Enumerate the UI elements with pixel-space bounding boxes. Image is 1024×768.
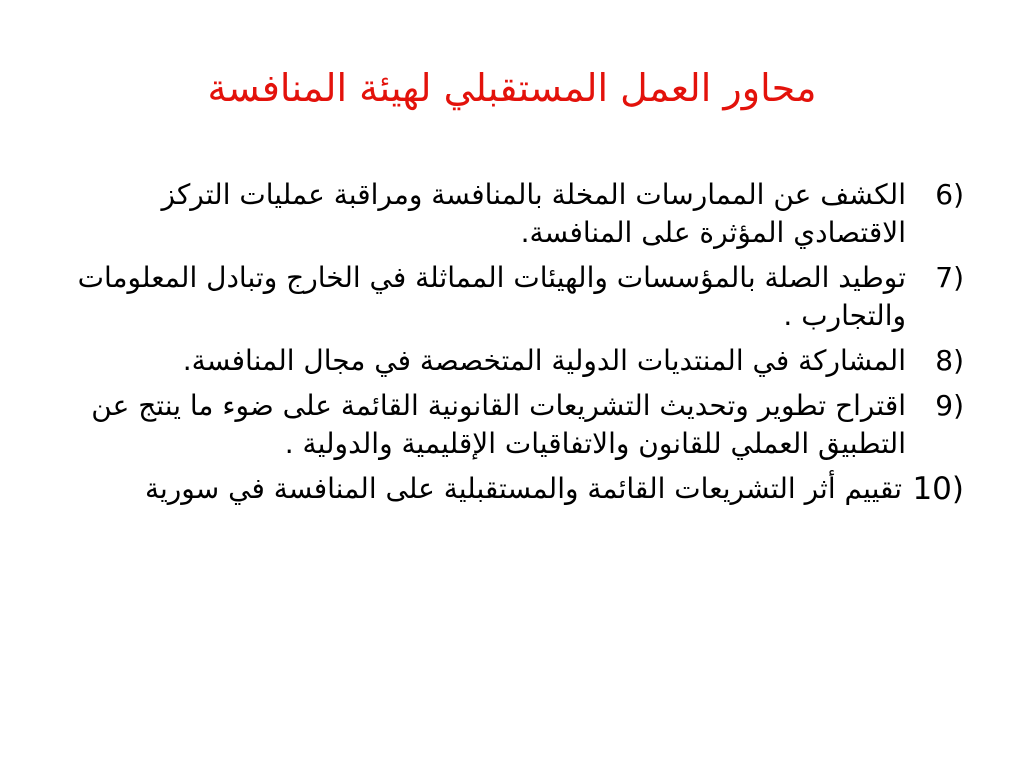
list-item-9 xyxy=(70,387,964,463)
item-number: 7) xyxy=(935,261,964,294)
list-item-8 xyxy=(70,342,964,380)
item-text: توطيد الصلة بالمؤسسات والهيئات المماثلة في الخارج وتبادل المعلومات والتجارب . xyxy=(77,261,906,332)
slide-title: محاور العمل المستقبلي لهيئة المنافسة xyxy=(207,66,817,110)
item-number: 10) xyxy=(912,471,964,507)
item-text: تقييم أثر التشريعات القائمة والمستقبلية على المنافسة في سورية xyxy=(144,472,902,505)
list-item-7 xyxy=(70,259,964,335)
item-text: الكشف عن الممارسات المخلة بالمنافسة ومراقبة عمليات التركز الاقتصادي المؤثرة على المنافسة. xyxy=(161,178,906,249)
item-number: 8) xyxy=(935,344,964,377)
item-text: المشاركة في المنتديات الدولية المتخصصة في مجال المنافسة. xyxy=(182,344,906,377)
item-text: اقتراح تطوير وتحديث التشريعات القانونية القائمة على ضوء ما ينتج عن التطبيق العملي للقانون والاتفاقيات الإقليمية والدولية . xyxy=(91,389,906,460)
items-list xyxy=(70,176,964,515)
list-item-6 xyxy=(70,176,964,252)
item-number: 9) xyxy=(935,389,964,422)
item-number: 6) xyxy=(935,178,964,211)
list-item-10 xyxy=(70,470,964,508)
